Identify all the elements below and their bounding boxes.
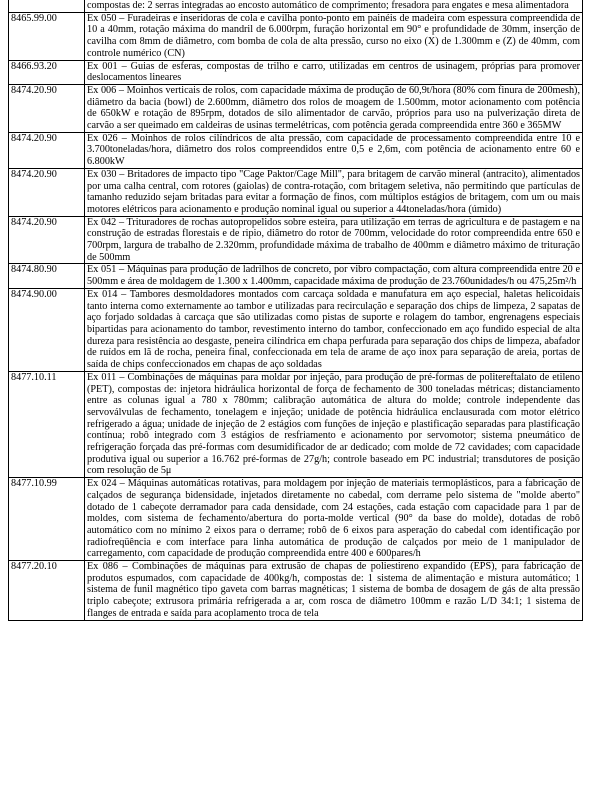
item-description: Ex 042 – Trituradores de rochas autopropelidos sobre esteira, para utilização em terras de agricultura e de pastagem e na construção de estradas florestais e de ripio, diâmetro do rotor de 700mm, velocidade do rotor compreendida entre 650 e 700rpm, largura de trabalho de 2.320mm, profundidade máxima de trabalho de 400mm e diâmetro máximo de trituração de 500mm — [85, 216, 583, 264]
ncm-code: 8474.90.00 — [9, 288, 85, 371]
item-description: Ex 024 – Máquinas automáticas rotativas, para moldagem por injeção de materiais termoplásticos, para a fabricação de calçados de segurança bidensidade, injetados diretamente no cabedal, com derrame pelo sistema de "molde aberto" dotado de 1 cabeçote derramador para cada densidade, com 24 estações, cada estação com capacidade para 1 par de moldes, com sistema de fechamento/abertura do porta-molde vertical (90° da base do molde), dotadas de robô automático com no mínimo 2 eixos para o derrame; robô de 6 eixos para asperação do cabedal com identificação por radiofreqüência e com interface para linha automática de produção de calçados por meio de 1 manipulador de carregamento, com capacidade de produção compreendida entre 400 e 600pares/h — [85, 478, 583, 561]
table-row — [9, 371, 583, 477]
item-description: Ex 086 – Combinações de máquinas para extrusão de chapas de poliestireno expandido (EPS), para fabricação de produtos espumados, com capacidade de 400kg/h, compostas de: 1 sistema de alimentação e mistura automático; 1 sistema de funil magnético tipo gaveta com barras magnéticas; 1 sistema de bomba de dosagem de gás de alta pressão triplo cabeçote; extrusora primária refrigerada a ar, com rosca de diâmetro 100mm e razão L/D 34:1; 1 sistema de flanges de entrada e saída para acoplamento troca de tela — [85, 561, 583, 621]
table-row — [9, 60, 583, 84]
table-row — [9, 561, 583, 621]
ncm-code: 8474.80.90 — [9, 264, 85, 288]
item-description: Ex 030 – Britadores de impacto tipo "Cage Paktor/Cage Mill", para britagem de carvão mineral (antracito), alimentados por uma calha central, com rotores (gaiolas) de contra-rotação, com britagem seletiva, não permitindo que partículas de tamanho reduzido sejam britadas para evitar a formação de finos, com múltiplos estágios de britagem, com um ou mais motores elétricos para acionamento e produção nominal igual ou superior a 44toneladas/hora (úmido) — [85, 168, 583, 216]
table-row — [9, 12, 583, 60]
ncm-code: 8474.20.90 — [9, 84, 85, 132]
table-row — [9, 264, 583, 288]
item-description: Ex 050 – Furadeiras e inseridoras de cola e cavilha ponto-ponto em painéis de madeira com espessura compreendida de 10 a 40mm, rotação máxima do mandril de 6.000rpm, furação horizontal em 90° e profundidade de 30mm, inserção de cavilha com 8mm de diâmetro, com bomba de cola de alta pressão, curso no eixo (X) de 1.300mm e (Z) de 40mm, com controle numérico (CN) — [85, 12, 583, 60]
table-row — [9, 168, 583, 216]
item-description: compostas de: 2 serras integradas ao encosto automático de comprimento; fresadora para engates e mesa alimentadora — [85, 0, 583, 12]
item-description: Ex 011 – Combinações de máquinas para moldar por injeção, para produção de pré-formas de politereftalato de etileno (PET), compostas de: injetora hidráulica horizontal de força de fechamento de 300 toneladas métricas; distanciamento entre as colunas igual a 780 x 780mm; calibração automática de altura do molde; controle independente das servoválvulas de fechamento, tonelagem e injeção; unidade de potência hidráulica enclausurada com motor elétrico refrigerado a água; unidade de injeção de 2 estágios com funções de injeção e plastificação separadas para plastificação contínua; robô integrado com 3 estágios de resfriamento e acionamento por servomotor; sistema pneumático de refrigeração forçada das pré-formas com desumidificador de ar dedicado; com molde de 72 cavidades; com capacidade produtiva igual ou superior a 16.762 pré-formas de 27g/h; controle baseado em PC industrial; transdutores de posição com resolução de 5μ — [85, 371, 583, 477]
table-row — [9, 216, 583, 264]
ncm-code — [9, 0, 85, 12]
table-row — [9, 0, 583, 12]
tariff-table — [8, 0, 583, 621]
table-row — [9, 84, 583, 132]
ncm-code: 8466.93.20 — [9, 60, 85, 84]
item-description: Ex 051 – Máquinas para produção de ladrilhos de concreto, por vibro compactação, com altura compreendida entre 20 e 500mm e área de moldagem de 1.300 x 1.400mm, capacidade máxima de produção de 23.760unidades/h ou 475,25m²/h — [85, 264, 583, 288]
ncm-code: 8474.20.90 — [9, 132, 85, 168]
ncm-code: 8465.99.00 — [9, 12, 85, 60]
item-description: Ex 026 – Moinhos de rolos cilíndricos de alta pressão, com capacidade de processamento compreendida entre 10 e 3.700toneladas/hora, diâmetro dos rolos compreendidos entre 0,5 e 2,6m, com potência de acionamento entre 60 e 6.800kW — [85, 132, 583, 168]
table-row — [9, 132, 583, 168]
table-row — [9, 478, 583, 561]
ncm-code: 8474.20.90 — [9, 216, 85, 264]
ncm-code: 8477.10.11 — [9, 371, 85, 477]
ncm-code: 8477.20.10 — [9, 561, 85, 621]
item-description: Ex 006 – Moinhos verticais de rolos, com capacidade máxima de produção de 60,9t/hora (80% com finura de 200mesh), diâmetro da bacia (bowl) de 2.600mm, diâmetro dos rolos de moagem de 1.500mm, motor acionamento com potência de 650kW e rotação de 895rpm, dotados de silo alimentador de carvão, próprios para uso na pulverização direta de carvão a ser queimado em caldeiras de usinas termelétricas, com potência gerada compreendida entre 360 e 365MW — [85, 84, 583, 132]
ncm-code: 8477.10.99 — [9, 478, 85, 561]
ncm-code: 8474.20.90 — [9, 168, 85, 216]
item-description: Ex 014 – Tambores desmoldadores montados com carcaça soldada e manufatura em aço especial, haletas helicoidais tanto interna como externamente ao tambor e utilizadas para recirculação e separação dos chips de limpeza, 2 sapatas de aço forjado soldadas à carcaça que são utilizadas como pistas de suporte e rolagem do tambor, engrenagens especiais bipartidas para acionamento do tambor, revestimento interno do tambor, confeccionado em aço fundido especial de alta dureza para resistência ao desgaste, peneira cilíndrica em chapa perfurada para separação dos chips de limpeza, abafador de ruídos em lã de rocha, peneira final, confeccionada em tela de arame de aço inox para separação de areia, portas de saída de chips confeccionados em chapas de aço soldadas — [85, 288, 583, 371]
item-description: Ex 001 – Guias de esferas, compostas de trilho e carro, utilizadas em centros de usinagem, próprias para promover deslocamentos lineares — [85, 60, 583, 84]
table-row — [9, 288, 583, 371]
